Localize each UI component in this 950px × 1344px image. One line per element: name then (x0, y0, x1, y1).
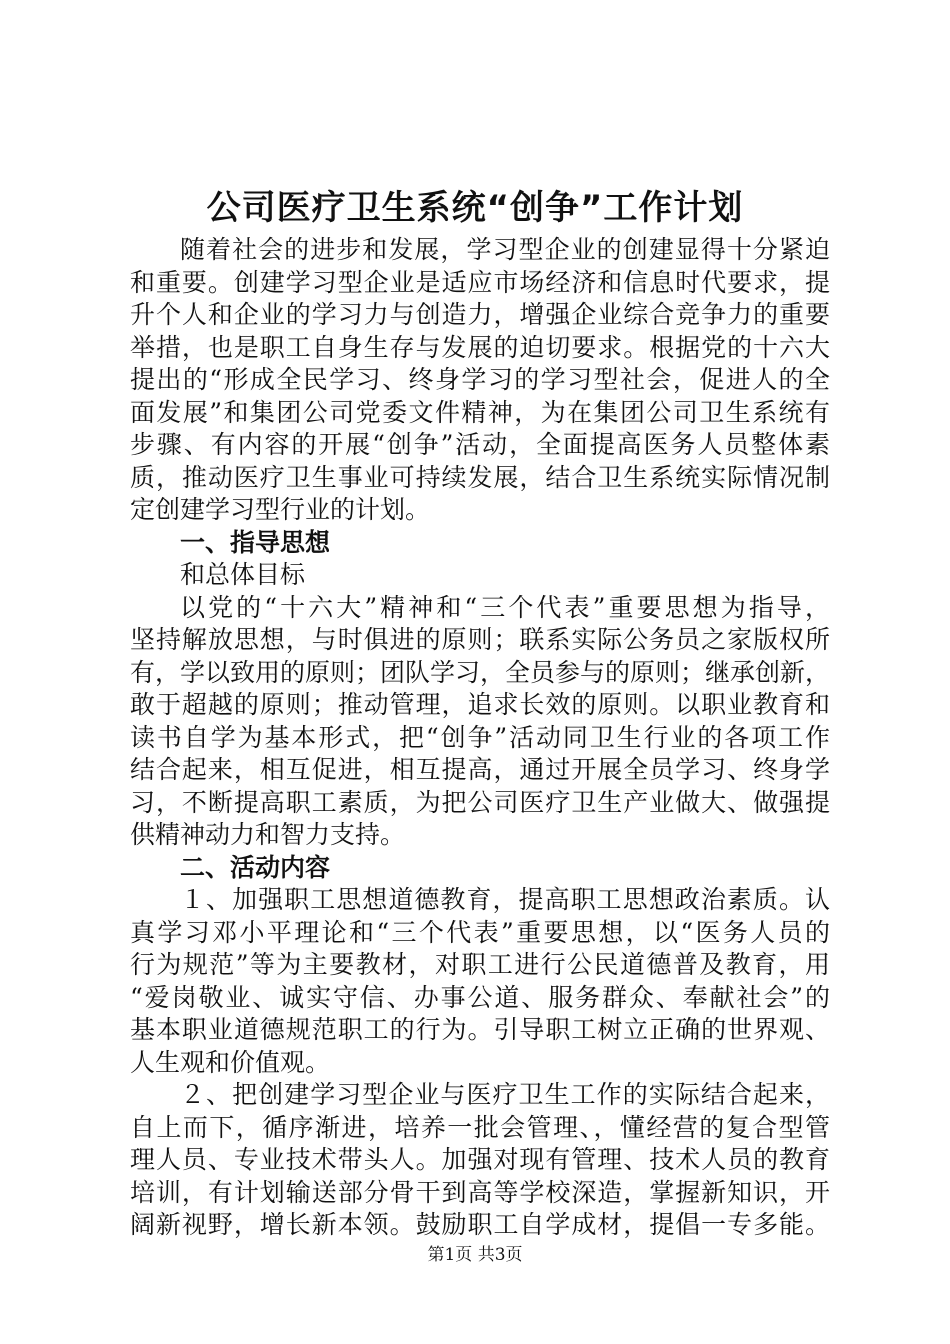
document-title: 公司医疗卫生系统“创争”工作计划 (206, 188, 744, 228)
paragraph-line: １、加强职工思想道德教育，提高职工思想政治素质。认 (180, 885, 830, 914)
paragraph-line: 和总体目标 (180, 560, 306, 589)
paragraph-line: 以党的“十六大”精神和“三个代表”重要思想为指导， (180, 592, 830, 622)
paragraph-line: 提出的“形成全民学习、终身学习的学习型社会，促进人的全 (130, 365, 830, 394)
paragraph-line: 敢于超越的原则；推动管理，追求长效的原则。以职业教育和 (130, 690, 830, 719)
paragraph-line: 有，学以致用的原则；团队学习，全员参与的原则；继承创新， (130, 657, 831, 687)
paragraph-line: 结合起来，相互促进，相互提高，通过开展全员学习、终身学 (130, 755, 830, 784)
paragraph-line: 习，不断提高职工素质，为把公司医疗卫生产业做大、做强提 (130, 787, 830, 817)
paragraph-line: 质，推动医疗卫生事业可持续发展，结合卫生系统实际情况制 (130, 462, 830, 492)
paragraph-line: 培训，有计划输送部分骨干到高等学校深造，掌握新知识，开 (130, 1177, 830, 1207)
paragraph-line: 自上而下，循序渐进，培养一批会管理、，懂经营的复合型管 (130, 1112, 830, 1142)
paragraph-line: 行为规范”等为主要教材，对职工进行公民道德普及教育，用 (130, 950, 830, 979)
paragraph-line: 阔新视野，增长新本领。鼓励职工自学成材，提倡一专多能。 (130, 1210, 830, 1239)
paragraph-line: 人生观和价值观。 (130, 1047, 331, 1077)
page-footer: 第1页 共3页 (427, 1245, 523, 1265)
paragraph-line: 供精神动力和智力支持。 (130, 820, 406, 849)
paragraph-line: 基本职业道德规范职工的行为。引导职工树立正确的世界观、 (130, 1015, 830, 1044)
paragraph-line: 面发展”和集团公司党委文件精神，为在集团公司卫生系统有 (130, 397, 830, 427)
paragraph-line: 步骤、有内容的开展“创争”活动，全面提高医务人员整体素 (130, 430, 830, 459)
paragraph-line: 真学习邓小平理论和“三个代表”重要思想，以“医务人员的 (130, 917, 830, 947)
document-body (130, 234, 830, 1242)
paragraph-line: 坚持解放思想，与时俱进的原则；联系实际公务员之家版权所 (130, 625, 830, 654)
paragraph-line: 随着社会的进步和发展，学习型企业的创建显得十分紧迫 (180, 235, 830, 264)
paragraph-line: 读书自学为基本形式，把“创争”活动同卫生行业的各项工作 (130, 722, 830, 752)
paragraph-line: 举措，也是职工自身生存与发展的迫切要求。根据党的十六大 (130, 332, 830, 362)
paragraph-line: “爱岗敬业、诚实守信、办事公道、服务群众、奉献社会”的 (130, 982, 830, 1012)
paragraph-line: 理人员、专业技术带头人。加强对现有管理、技术人员的教育 (130, 1145, 830, 1174)
paragraph-line: 升个人和企业的学习力与创造力，增强企业综合竞争力的重要 (130, 300, 830, 329)
paragraph-line: 定创建学习型行业的计划。 (130, 495, 431, 524)
paragraph-line: ２、把创建学习型企业与医疗卫生工作的实际结合起来， (180, 1080, 830, 1109)
paragraph-line: 和重要。创建学习型企业是适应市场经济和信息时代要求，提 (130, 267, 830, 297)
section-heading: 二、活动内容 (180, 852, 331, 882)
section-heading: 一、指导思想 (180, 527, 331, 557)
